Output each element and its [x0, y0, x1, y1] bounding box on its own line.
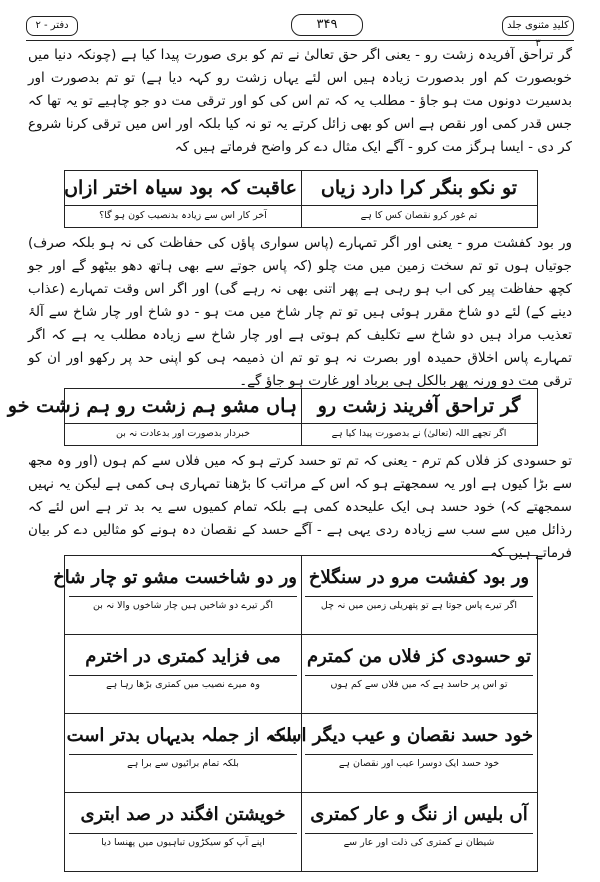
verse-cell-right [268, 714, 537, 777]
translation-text: بلکہ تمام برائیوں سے برا ہے [69, 754, 297, 773]
translation-text: اگر تیرے پاس جوتا ہے تو پتھریلی زمین میں نہ چل [305, 596, 533, 615]
verse-text: می فزاید کمتری در اخترم [85, 646, 281, 667]
translation-right: اگر تجھے اللہ (تعالیٰ) نے بدصورت پیدا کیا ہے [331, 428, 507, 439]
translation-text: اگر تیرے دو شاخیں ہیں چار شاخوں والا نہ بن [69, 596, 297, 615]
verse-text: ور دو شاخست مشو تو چار شاخ [53, 567, 297, 588]
paragraph-2: ور بود کفشت مرو - یعنی اور اگر تمہارے (پاس سواری پاؤں کی حفاظت کی نہ ہو بلکہ صرف) جوتیاں ہوں تو تم سخت زمین میں مت چلو (کہ پاس جوتے سے بھی ہاتھ دھو بیٹھو گے اور جو کچھ حفاظت پیر کی اب ہو رہی ہے پھر اتنی بھی نہ رہے گی) اور اگر اس وقت تمہارے (عذاب دینے کے) لئے دو شاخ مقرر ہوئی ہیں تو تم چار شاخ میں مت ہو - دو شاخ اور چار شاخ سے آلۂ تعذیب مراد ہیں دو شاخ سے تکلیف کم ہوتی ہے اور چار شاخ سے زیادہ مطلب یہ ہے کہ اگر تمہارے پاس اخلاق حمیدہ اور بصرت نہ ہو تو تم ان ذمیمہ ہی کو اپنی حد پر رکھو اور ان کو ترقی مت دو ورنہ پھر بالکل ہی برباد اور غارت ہو جاؤ گے۔ [28, 235, 572, 389]
header-divider [26, 40, 574, 41]
divider [301, 389, 302, 445]
volume-label: دفتر - ۲ [26, 16, 78, 36]
verse-text: آں بلیس از ننگ و عار کمتری [310, 804, 528, 825]
verse-right: تو نکو بنگر کرا دارد زیاں [320, 177, 518, 199]
verse-row [65, 793, 537, 856]
divider [301, 171, 302, 227]
verse-text: خود حسد نقصان و عیب دیگر است [268, 725, 533, 746]
translation-right: تم غور کرو نقصان کس کا ہے [360, 210, 478, 221]
verse-text: تو حسودی کز فلاں من کمترم [306, 646, 532, 667]
page-header [26, 14, 574, 49]
translation-text: تو اس پر حاسد ہے کہ میں فلاں سے کم ہوں [305, 675, 533, 694]
verse-table-2 [7, 388, 538, 446]
verse-right: گر تراحق آفریند زشت رو [317, 395, 521, 417]
translation-left: آخر کار اس سے زیادہ بدنصیب کون ہو گا؟ [99, 210, 267, 221]
verse-grid [53, 555, 538, 872]
translation-text: شیطان نے کمتری کی ذلت اور عار سے [305, 833, 533, 852]
verse-text: ور بود کفشت مرو در سنگلاخ [308, 567, 530, 588]
verse-text: خویشتن افگند در صد ابتری [80, 804, 286, 825]
verse-cell-left [65, 793, 301, 856]
translation-text: خود حسد ایک دوسرا عیب اور نقصان ہے [305, 754, 533, 773]
translation-text: اپنے آپ کو سیکڑوں تباہیوں میں پھنسا دیا [69, 833, 297, 852]
translation-left: خبردار بدصورت اور بدعادت نہ بن [116, 428, 250, 439]
verse-cell-right [301, 635, 537, 698]
verse-cell-left [65, 714, 301, 777]
paragraph-1: گر تراحق آفریدہ زشت رو - یعنی اگر حق تعالیٰ نے تم کو بری صورت پیدا کیا ہے (چونکہ دنیا میں خوبصورت کم اور بدصورت زیادہ ہیں اس لئے یہاں زشت رو کہہ دیا ہے) تو تم بدصورت اور بدسیرت دونوں مت ہو جاؤ - مطلب یہ کہ تم اس کی کو اور ترقی مت دو جو چاہیے تو یہ تھا کہ جس قدر کمی اور نقص ہے اس کو بھی زائل کرتے یہ تو نہ کیا بلکہ اور اس میں ترقی کرنا شروع کر دی - ایسا ہرگز مت کرو - آگے ایک مثال دے کر واضح فرماتے ہیں کہ [28, 47, 572, 155]
verse-cell-right [301, 556, 537, 619]
verse-cell-left [53, 556, 301, 619]
paragraph-3: تو حسودی کز فلاں کم ترم - یعنی کہ تم تو حسد کرتے ہو کہ میں فلاں سے کم ہوں (اور وہ مجھ سے بڑا کیوں ہے اور یہ سمجھتے ہو کہ اس کے مراتب کا بڑھنا تمہاری ہی کمی ہے لیکن یہ نہیں سمجھتے کہ) خود حسد ہی ایک علیحدہ کمی ہے بلکہ تمام کمیوں سے یہ بد تر ہے اس لئے کہ رذائل میں سے سب سے زیادہ ردی یہی ہے - آگے حسد کے نقصان دہ ہونے کو مثالیں دے کر بیان فرماتے ہیں کہ [28, 453, 572, 561]
verse-table-1 [64, 170, 538, 228]
verse-row [65, 714, 537, 777]
verse-left: ہاں مشو ہم زشت رو ہم زشت خو [7, 395, 297, 417]
book-title: کلیدِ مثنوی جلد ۳ [502, 16, 574, 36]
verse-cell-left [65, 635, 301, 698]
verse-left: عاقبت کہ بود سیاہ اختر ازاں [64, 177, 297, 199]
verse-row [65, 635, 537, 698]
translation-text: وہ میرے نصیب میں کمتری بڑھا رہا ہے [69, 675, 297, 694]
verse-row [53, 556, 537, 619]
verse-text: بلکہ از جملہ بدیہاں بدتر است [66, 725, 297, 746]
page-number: ۳۴۹ [291, 14, 363, 36]
verse-cell-right [301, 793, 537, 856]
